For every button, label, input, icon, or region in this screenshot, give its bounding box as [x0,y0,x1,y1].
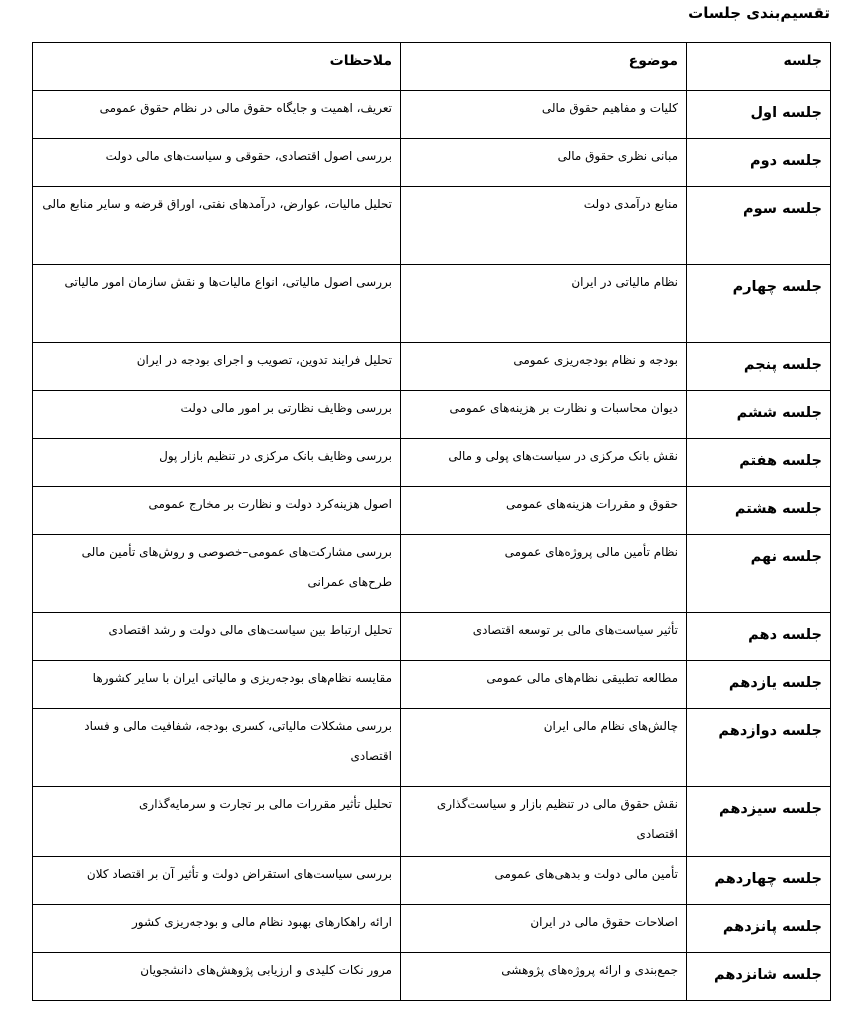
session-label-cell: جلسه هشتم [687,487,831,535]
topic-cell: کلیات و مفاهیم حقوق مالی [401,91,687,139]
topic-cell: مطالعه تطبیقی نظام‌های مالی عمومی [401,661,687,709]
table-row [33,905,831,953]
session-label-cell: جلسه دوازدهم [687,709,831,787]
header-notes: ملاحظات [33,43,401,91]
table-header [33,43,831,91]
notes-cell: بررسی سیاست‌های استقراض دولت و تأثیر آن بر اقتصاد کلان [33,857,401,905]
table-row [33,391,831,439]
table-row [33,535,831,613]
session-label-cell: جلسه یازدهم [687,661,831,709]
session-label-cell: جلسه اول [687,91,831,139]
table-row [33,187,831,265]
session-label-cell: جلسه سیزدهم [687,787,831,857]
table-row [33,265,831,343]
notes-cell: تحلیل تأثیر مقررات مالی بر تجارت و سرمایه‌گذاری [33,787,401,857]
topic-cell: نقش حقوق مالی در تنظیم بازار و سیاست‌گذاری اقتصادی [401,787,687,857]
table-header-row [33,43,831,91]
topic-cell: منابع درآمدی دولت [401,187,687,265]
topic-cell: تأثیر سیاست‌های مالی بر توسعه اقتصادی [401,613,687,661]
table-row [33,91,831,139]
session-label-cell: جلسه دوم [687,139,831,187]
notes-cell: تعریف، اهمیت و جایگاه حقوق مالی در نظام حقوق عمومی [33,91,401,139]
header-topic: موضوع [401,43,687,91]
table-row [33,487,831,535]
notes-cell: بررسی اصول اقتصادی، حقوقی و سیاست‌های مالی دولت [33,139,401,187]
notes-cell: تحلیل فرایند تدوین، تصویب و اجرای بودجه در ایران [33,343,401,391]
notes-cell: مرور نکات کلیدی و ارزیابی پژوهش‌های دانشجویان [33,953,401,1001]
session-label-cell: جلسه ششم [687,391,831,439]
notes-cell: ارائه راهکارهای بهبود نظام مالی و بودجه‌ریزی کشور [33,905,401,953]
table-row [33,953,831,1001]
table-row [33,343,831,391]
session-label-cell: جلسه چهارم [687,265,831,343]
table-row [33,857,831,905]
topic-cell: بودجه و نظام بودجه‌ریزی عمومی [401,343,687,391]
session-label-cell: جلسه نهم [687,535,831,613]
session-label-cell: جلسه پنجم [687,343,831,391]
notes-cell: بررسی اصول مالیاتی، انواع مالیات‌ها و نقش سازمان امور مالیاتی [33,265,401,343]
topic-cell: چالش‌های نظام مالی ایران [401,709,687,787]
topic-cell: تأمین مالی دولت و بدهی‌های عمومی [401,857,687,905]
table-row [33,139,831,187]
notes-cell: بررسی وظایف نظارتی بر امور مالی دولت [33,391,401,439]
table-row [33,661,831,709]
session-label-cell: جلسه سوم [687,187,831,265]
topic-cell: مبانی نظری حقوق مالی [401,139,687,187]
session-label-cell: جلسه چهاردهم [687,857,831,905]
table-body [33,91,831,1001]
session-label-cell: جلسه دهم [687,613,831,661]
topic-cell: نقش بانک مرکزی در سیاست‌های پولی و مالی [401,439,687,487]
notes-cell: بررسی وظایف بانک مرکزی در تنظیم بازار پول [33,439,401,487]
topic-cell: جمع‌بندی و ارائه پروژه‌های پژوهشی [401,953,687,1001]
session-label-cell: جلسه پانزدهم [687,905,831,953]
table-row [33,787,831,857]
topic-cell: نظام تأمین مالی پروژه‌های عمومی [401,535,687,613]
table-row [33,613,831,661]
notes-cell: اصول هزینه‌کرد دولت و نظارت بر مخارج عمومی [33,487,401,535]
session-label-cell: جلسه هفتم [687,439,831,487]
topic-cell: نظام مالیاتی در ایران [401,265,687,343]
session-label-cell: جلسه شانزدهم [687,953,831,1001]
table-row [33,709,831,787]
notes-cell: مقایسه نظام‌های بودجه‌ریزی و مالیاتی ایران با سایر کشورها [33,661,401,709]
topic-cell: دیوان محاسبات و نظارت بر هزینه‌های عمومی [401,391,687,439]
sessions-table [32,42,831,1001]
table-row [33,439,831,487]
notes-cell: تحلیل ارتباط بین سیاست‌های مالی دولت و رشد اقتصادی [33,613,401,661]
notes-cell: بررسی مشکلات مالیاتی، کسری بودجه، شفافیت مالی و فساد اقتصادی [33,709,401,787]
document-title: تقسیم‌بندی جلسات [688,4,830,22]
topic-cell: حقوق و مقررات هزینه‌های عمومی [401,487,687,535]
topic-cell: اصلاحات حقوق مالی در ایران [401,905,687,953]
header-session: جلسه [687,43,831,91]
notes-cell: تحلیل مالیات، عوارض، درآمدهای نفتی، اوراق قرضه و سایر منابع مالی [33,187,401,265]
notes-cell: بررسی مشارکت‌های عمومی–خصوصی و روش‌های تأمین مالی طرح‌های عمرانی [33,535,401,613]
